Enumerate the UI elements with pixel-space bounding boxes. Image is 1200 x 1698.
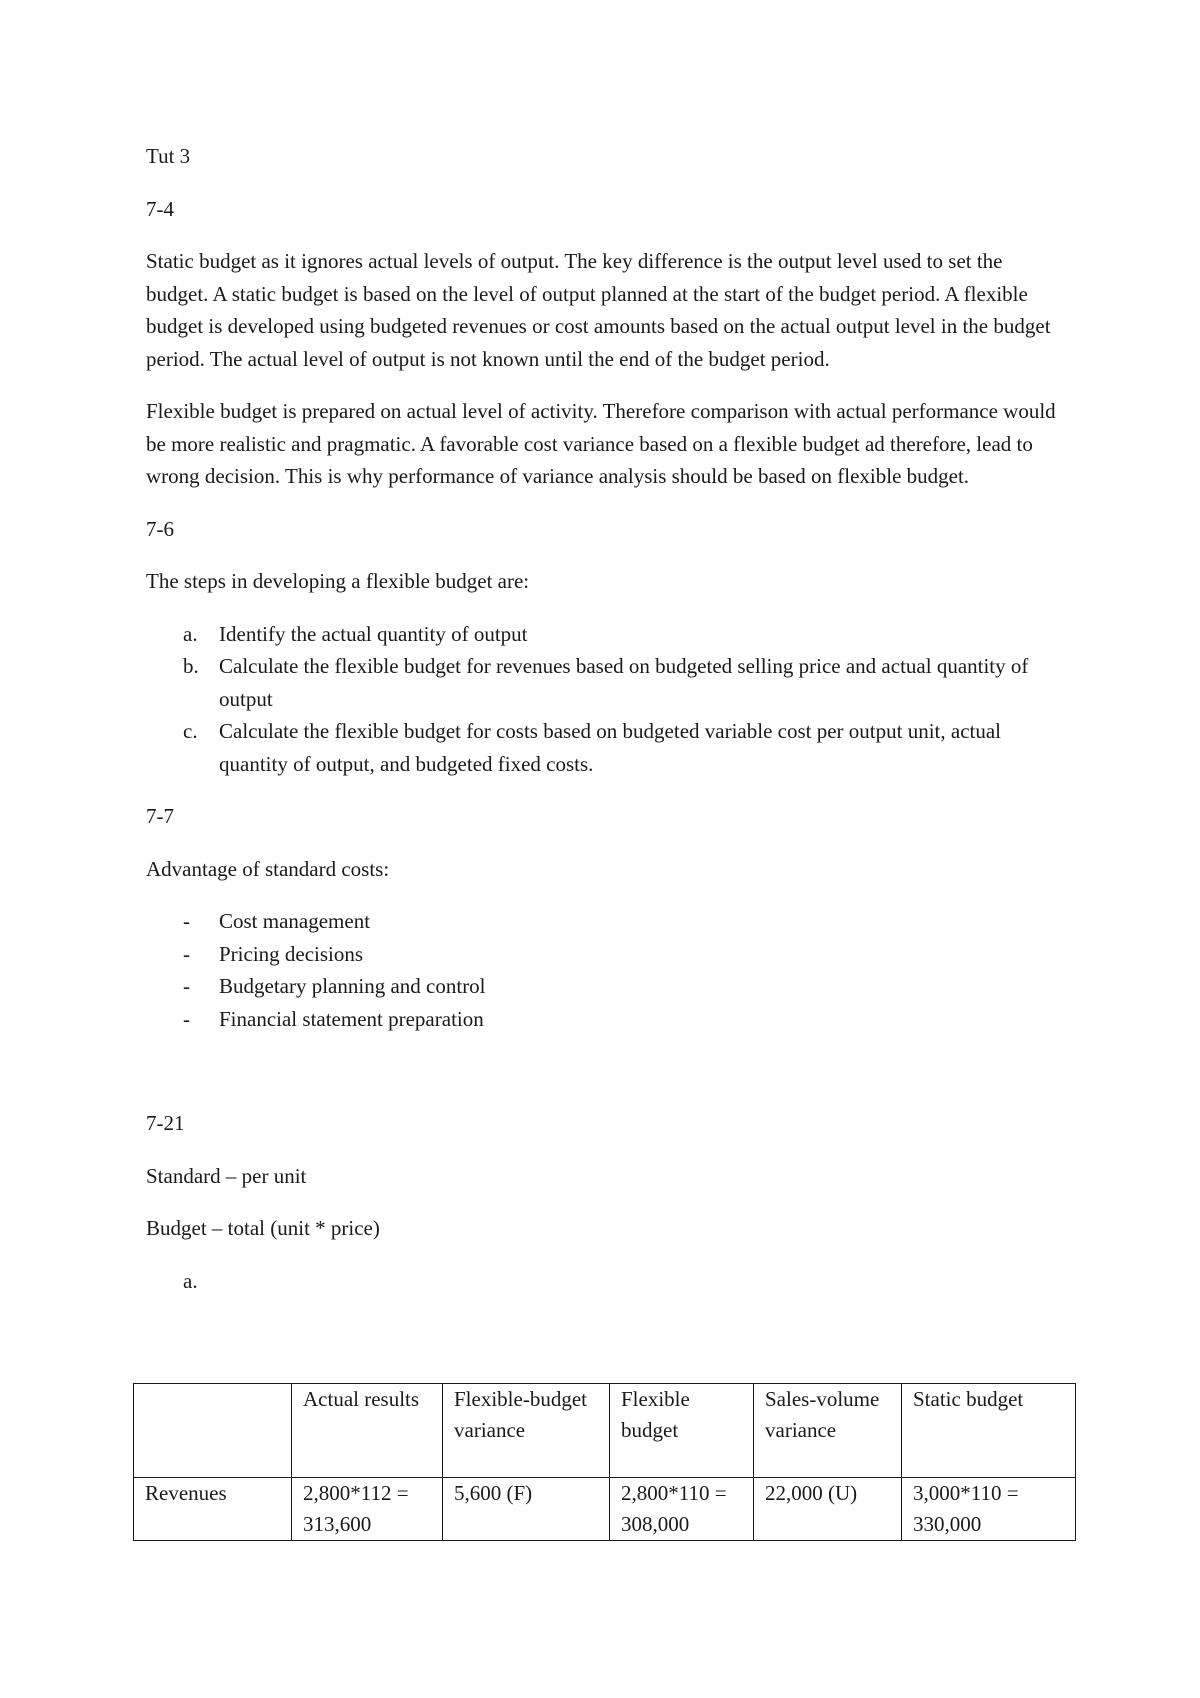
- list-item: [146, 650, 1066, 715]
- table-cell: 5,600 (F): [443, 1478, 610, 1541]
- variance-table: [133, 1383, 1076, 1541]
- list-item-text: Calculate the flexible budget for revenues based on budgeted selling price and actual quantity of output: [219, 654, 1029, 711]
- heading-7-4: 7-4: [146, 196, 174, 221]
- paragraph-7-4-1: Static budget as it ignores actual levels of output. The key difference is the output level used to set the budget. A static budget is based on the level of output planned at the start of the budget period. A flexible budget is developed using budgeted revenues or cost amounts based on the actual output level in the budget period. The actual level of output is not known until the end of the budget period.: [146, 249, 1051, 371]
- heading-7-21: 7-21: [146, 1111, 185, 1135]
- list-item-text: Cost management: [219, 909, 371, 933]
- document-page: [146, 140, 1066, 1315]
- advantages-list: [146, 905, 1066, 1035]
- list-marker: b.: [183, 654, 199, 678]
- table-header-cell: Actual results: [292, 1384, 443, 1478]
- list-item: [146, 1003, 1066, 1036]
- steps-list: [146, 618, 1066, 781]
- intro-7-6: The steps in developing a flexible budget are:: [146, 569, 530, 593]
- list-item-text: Calculate the flexible budget for costs based on budgeted variable cost per output unit, actual quantity of output, and budgeted fixed costs.: [219, 719, 1002, 776]
- blank-space: [146, 1055, 1066, 1107]
- line-budget: Budget – total (unit * price): [146, 1216, 380, 1240]
- list-marker: c.: [183, 719, 198, 743]
- table-row: [134, 1478, 1076, 1541]
- table-cell: 2,800*112 = 313,600: [292, 1478, 443, 1541]
- list-marker: -: [183, 941, 190, 966]
- table-header-row: [134, 1384, 1076, 1478]
- doc-title: Tut 3: [146, 144, 191, 168]
- intro-7-7: Advantage of standard costs:: [146, 856, 390, 881]
- list-item-text: Pricing decisions: [219, 941, 364, 966]
- list-item: [146, 715, 1066, 780]
- list-marker: -: [183, 909, 190, 933]
- list-marker: a.: [183, 621, 198, 646]
- list-item: [146, 905, 1066, 938]
- table-cell: 2,800*110 = 308,000: [610, 1478, 754, 1541]
- list-item: [146, 970, 1066, 1003]
- line-standard: Standard – per unit: [146, 1163, 307, 1188]
- table-cell: 22,000 (U): [754, 1478, 902, 1541]
- heading-7-7: 7-7: [146, 804, 174, 828]
- heading-7-6: 7-6: [146, 516, 174, 541]
- list-item: [146, 618, 1066, 651]
- paragraph-7-4-2: Flexible budget is prepared on actual level of activity. Therefore comparison with actual performance would be more realistic and pragmatic. A favorable cost variance based on a flexible budget ad therefore, lead to wrong decision. This is why performance of variance analysis should be based on flexible budget.: [146, 399, 1056, 488]
- list-marker: -: [183, 1006, 190, 1031]
- list-item-text: Financial statement preparation: [219, 1006, 484, 1031]
- table-header-cell: Sales-volume variance: [754, 1384, 902, 1478]
- table-cell: Revenues: [134, 1478, 292, 1541]
- list-item-text: Budgetary planning and control: [219, 974, 486, 998]
- list-marker: -: [183, 974, 190, 998]
- list-item: [146, 938, 1066, 971]
- table-header-cell: Flexible budget: [610, 1384, 754, 1478]
- table-header-cell: [134, 1384, 292, 1478]
- list-item-text: Identify the actual quantity of output: [219, 621, 528, 646]
- table-header-cell: Static budget: [902, 1384, 1076, 1478]
- part-a-label: a.: [183, 1268, 198, 1293]
- table-cell: 3,000*110 = 330,000: [902, 1478, 1076, 1541]
- table-header-cell: Flexible-budget variance: [443, 1384, 610, 1478]
